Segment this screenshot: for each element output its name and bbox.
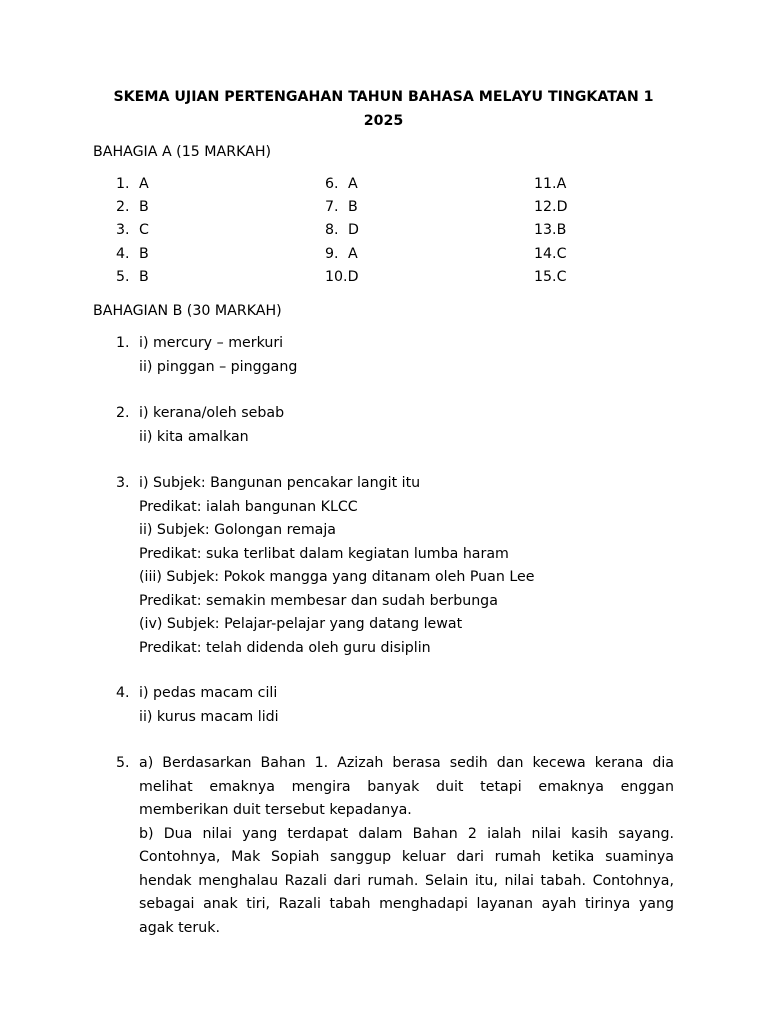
- question-number: 1.: [116, 335, 130, 351]
- answer-item: 5. B: [116, 269, 149, 285]
- answer-item: 13.B: [534, 222, 567, 238]
- answer-line: hendak menghalau Razali dari rumah. Selain itu, nilai tabah. Contohnya,: [139, 872, 674, 889]
- question-number: 2.: [116, 405, 130, 421]
- answer-line: Contohnya, Mak Sopiah sanggup keluar dari rumah ketika suaminya: [139, 849, 674, 865]
- answer-line: i) Subjek: Bangunan pencakar langit itu: [139, 475, 421, 491]
- answer-line: ii) pinggan – pinggang: [139, 358, 298, 375]
- answer-line: ii) Subjek: Golongan remaja: [139, 522, 336, 538]
- answer-line: melihat emaknya mengira banyak duit tetapi emaknya enggan: [139, 778, 674, 795]
- answer-line: i) mercury – merkuri: [139, 335, 284, 351]
- answer-line: i) kerana/oleh sebab: [139, 405, 285, 421]
- answer-line: i) pedas macam cili: [139, 685, 278, 701]
- answer-item: 11.A: [534, 176, 567, 192]
- answer-item: 1. A: [116, 176, 149, 192]
- document-title: SKEMA UJIAN PERTENGAHAN TAHUN BAHASA MELAYU TINGKATAN 1 2025: [113, 89, 654, 129]
- answer-line: a) Berdasarkan Bahan 1. Azizah berasa sedih dan kecewa kerana dia: [139, 755, 674, 771]
- answer-item: 3. C: [116, 222, 149, 238]
- answer-item: 4. B: [116, 246, 149, 262]
- question-5: [116, 752, 674, 940]
- answer-line: memberikan duit tersebut kepadanya.: [139, 802, 412, 818]
- answer-line: Predikat: suka terlibat dalam kegiatan lumba haram: [139, 545, 509, 562]
- answer-line: ii) kurus macam lidi: [139, 708, 279, 725]
- answer-line: Predikat: telah didenda oleh guru disiplin: [139, 639, 431, 656]
- answer-line: Predikat: ialah bangunan KLCC: [139, 498, 358, 515]
- answer-item: 7. B: [325, 199, 358, 215]
- answer-line: ii) kita amalkan: [139, 428, 249, 445]
- question-1: [116, 332, 674, 379]
- answer-item: 8. D: [325, 222, 359, 238]
- answer-item: 6. A: [325, 176, 358, 192]
- answer-item: 10.D: [325, 269, 359, 285]
- answer-line: b) Dua nilai yang terdapat dalam Bahan 2 ialah nilai kasih sayang.: [139, 825, 674, 842]
- answer-item: 9. A: [325, 246, 358, 262]
- question-3: [116, 472, 674, 660]
- answer-line: agak teruk.: [139, 919, 220, 936]
- question-2: [116, 402, 674, 449]
- section-a-heading: BAHAGIA A (15 MARKAH): [93, 144, 272, 160]
- answer-line: (iii) Subjek: Pokok mangga yang ditanam oleh Puan Lee: [139, 569, 535, 585]
- question-number: 5.: [116, 755, 130, 771]
- answer-item: 12.D: [534, 199, 568, 215]
- question-number: 3.: [116, 475, 130, 491]
- question-4: [116, 682, 674, 729]
- answer-item: 14.C: [534, 246, 567, 262]
- answer-line: (iv) Subjek: Pelajar-pelajar yang datang lewat: [139, 616, 463, 632]
- question-number: 4.: [116, 685, 130, 701]
- answer-item: 15.C: [534, 269, 567, 285]
- answer-line: Predikat: semakin membesar dan sudah berbunga: [139, 592, 498, 609]
- answer-line: sebagai anak tiri, Razali tabah menghadapi layanan ayah tirinya yang: [139, 896, 674, 912]
- section-b-heading: BAHAGIAN B (30 MARKAH): [93, 303, 282, 319]
- answer-item: 2. B: [116, 199, 149, 215]
